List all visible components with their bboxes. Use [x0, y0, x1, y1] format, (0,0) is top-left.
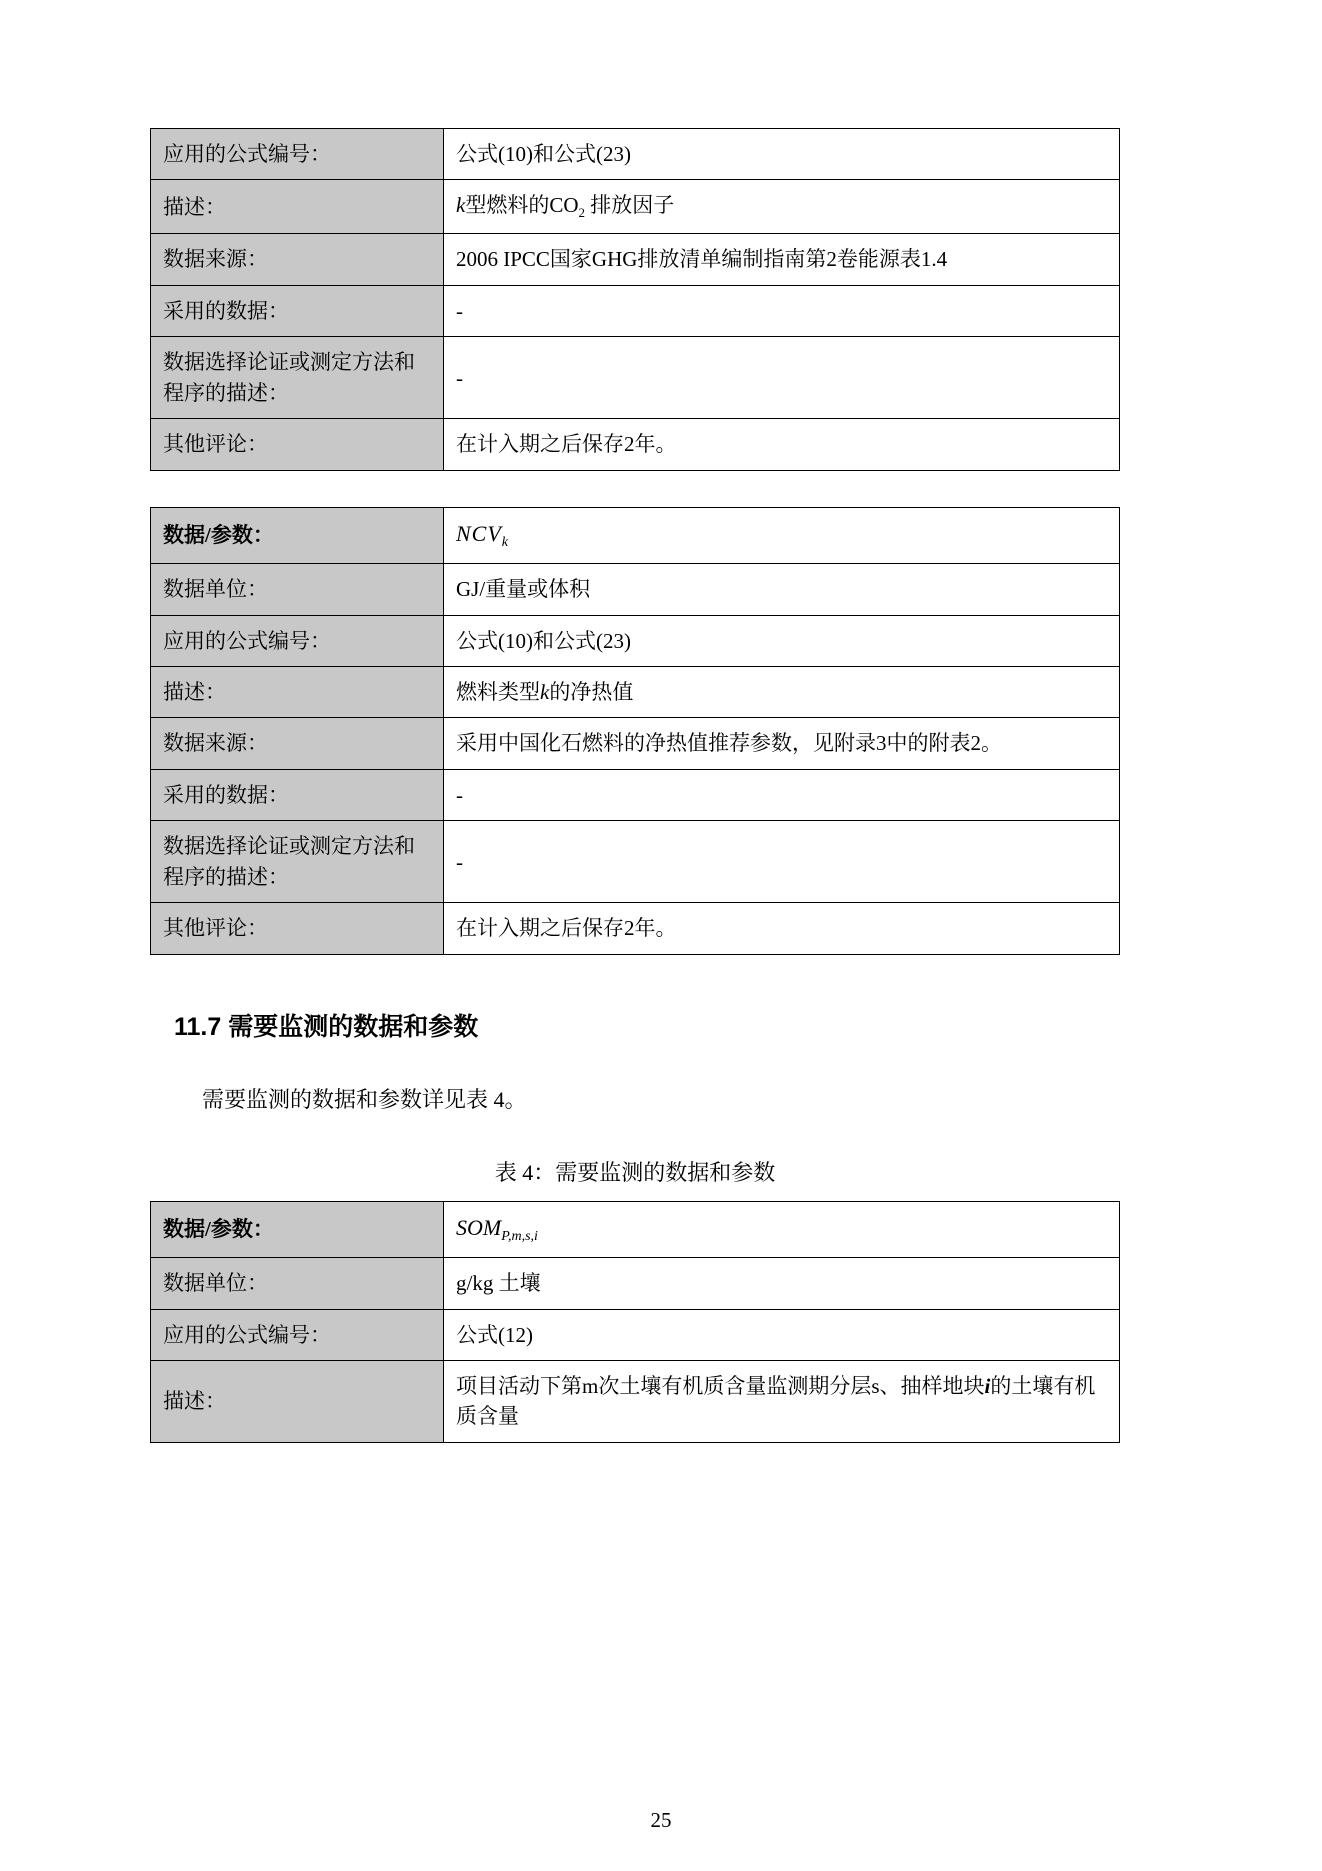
row-label: 数据/参数： — [151, 1201, 444, 1257]
parameter-table-som — [150, 1201, 1120, 1443]
fuel-type-symbol: k — [456, 193, 466, 218]
table-row — [151, 718, 1120, 769]
row-value: 公式(10)和公式(23) — [444, 615, 1120, 666]
parameter-table-co2-ef — [150, 128, 1120, 471]
row-label: 其他评论： — [151, 903, 444, 954]
row-value-suffix: 的净热值 — [549, 680, 634, 705]
row-value: - — [444, 285, 1120, 336]
row-label: 数据选择论证或测定方法和程序的描述： — [151, 821, 444, 903]
table-row — [151, 129, 1120, 180]
row-value — [444, 1361, 1120, 1443]
row-label: 应用的公式编号： — [151, 615, 444, 666]
row-value: 2006 IPCC国家GHG排放清单编制指南第2卷能源表1.4 — [444, 234, 1120, 285]
table-row — [151, 615, 1120, 666]
section-paragraph: 需要监测的数据和参数详见表 4。 — [202, 1086, 527, 1112]
som-subscript: P,m,s,i — [501, 1228, 538, 1244]
row-label: 描述： — [151, 667, 444, 718]
row-label: 采用的数据： — [151, 769, 444, 820]
table-row — [151, 1361, 1120, 1443]
table-row — [151, 821, 1120, 903]
table-row — [151, 1309, 1120, 1360]
row-value-prefix: 燃料类型 — [456, 680, 540, 705]
row-value-suffix: 排放因子 — [585, 193, 675, 218]
row-label: 数据/参数： — [151, 507, 444, 563]
row-label: 数据来源： — [151, 718, 444, 769]
row-label: 描述： — [151, 1361, 444, 1443]
table-row — [151, 180, 1120, 234]
som-symbol: SOM — [456, 1214, 502, 1240]
table-row — [151, 507, 1120, 563]
ncv-symbol: NCV — [456, 520, 502, 546]
plot-symbol: i — [984, 1374, 991, 1398]
row-value: 采用中国化石燃料的净热值推荐参数，见附录3中的附表2。 — [444, 718, 1120, 769]
row-label: 应用的公式编号： — [151, 1309, 444, 1360]
co2-subscript: 2 — [578, 205, 586, 221]
row-label: 数据单位： — [151, 564, 444, 615]
table-row — [151, 564, 1120, 615]
table-row — [151, 419, 1120, 470]
row-label: 采用的数据： — [151, 285, 444, 336]
row-label: 数据选择论证或测定方法和程序的描述： — [151, 337, 444, 419]
row-value: - — [444, 337, 1120, 419]
page-number: 25 — [650, 1808, 672, 1832]
table-row — [151, 234, 1120, 285]
row-label: 数据单位： — [151, 1258, 444, 1309]
table-row — [151, 337, 1120, 419]
row-label: 其他评论： — [151, 419, 444, 470]
row-value-part2: 的土壤有机质含量 — [456, 1374, 1096, 1429]
table-row — [151, 903, 1120, 954]
section-heading: 11.7 需要监测的数据和参数 — [174, 1012, 479, 1041]
row-value: 在计入期之后保存2年。 — [444, 419, 1120, 470]
ncv-subscript: k — [501, 534, 509, 550]
row-label: 数据来源： — [151, 234, 444, 285]
table-spacer — [150, 471, 1172, 507]
table-row — [151, 1258, 1120, 1309]
row-value — [444, 1201, 1120, 1257]
row-value: 公式(12) — [444, 1309, 1120, 1360]
row-value: g/kg 土壤 — [444, 1258, 1120, 1309]
parameter-table-ncv — [150, 507, 1120, 955]
row-value: - — [444, 821, 1120, 903]
row-label: 描述： — [151, 180, 444, 234]
table-caption: 表 4：需要监测的数据和参数 — [494, 1159, 776, 1185]
row-label: 应用的公式编号： — [151, 129, 444, 180]
row-value — [444, 667, 1120, 718]
row-value — [444, 180, 1120, 234]
table-row — [151, 667, 1120, 718]
row-value-mid: 型燃料的CO — [465, 193, 579, 218]
row-value: - — [444, 769, 1120, 820]
table-row — [151, 1201, 1120, 1257]
fuel-type-symbol: k — [540, 680, 550, 705]
row-value: 在计入期之后保存2年。 — [444, 903, 1120, 954]
row-value: GJ/重量或体积 — [444, 564, 1120, 615]
row-value-part1: 项目活动下第m次土壤有机质含量监测期分层s、抽样地块 — [456, 1374, 985, 1398]
table-row — [151, 769, 1120, 820]
table-row — [151, 285, 1120, 336]
row-value — [444, 507, 1120, 563]
row-value: 公式(10)和公式(23) — [444, 129, 1120, 180]
